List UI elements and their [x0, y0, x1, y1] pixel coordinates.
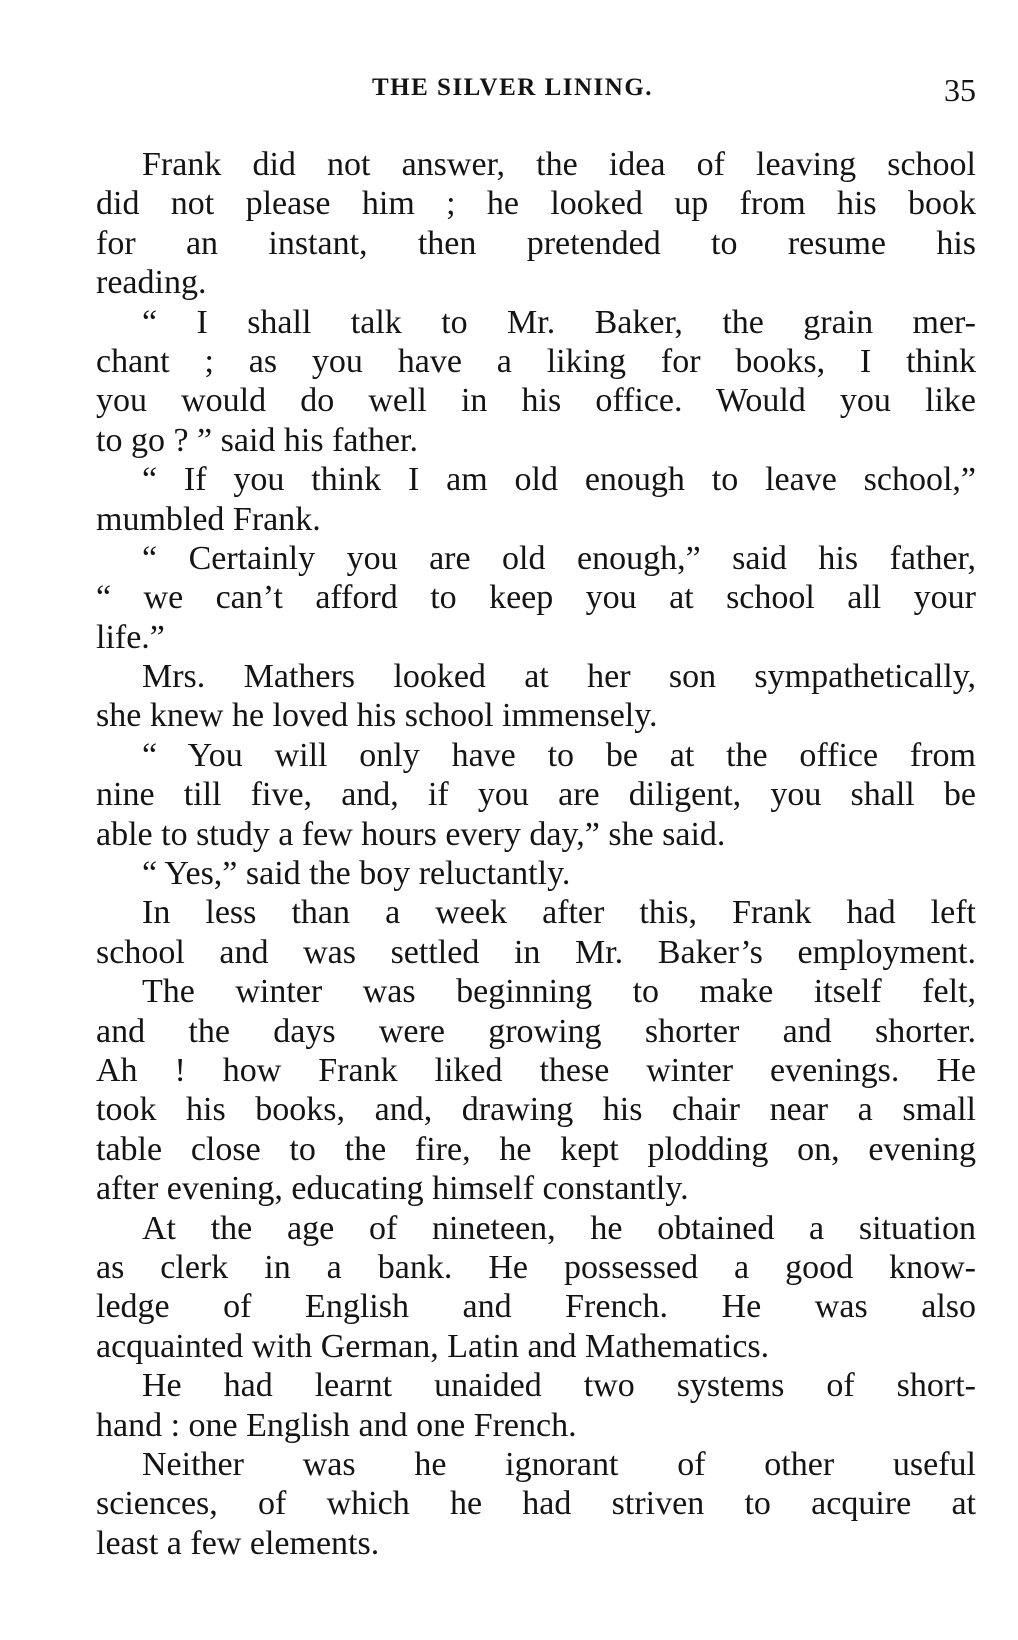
text-line: after evening, educating himself constantly.: [96, 1170, 689, 1208]
text-line: chant ; as you have a liking for books, I think: [96, 342, 976, 380]
text-line: nine till five, and, if you are diligent, you shall be: [96, 776, 976, 814]
text-line: you would do well in his office. Would you like: [96, 382, 976, 420]
text-line: He had learnt unaided two systems of short-: [142, 1367, 976, 1405]
running-title: THE SILVER LINING.: [372, 74, 654, 101]
body-text: [96, 145, 976, 1563]
text-line: table close to the fire, he kept plodding on, evening: [96, 1130, 976, 1168]
text-line: life.”: [96, 618, 165, 656]
text-line: The winter was beginning to make itself felt,: [142, 973, 976, 1011]
text-line: Mrs. Mathers looked at her son sympathetically,: [142, 658, 976, 696]
text-line: “ Yes,” said the boy reluctantly.: [142, 855, 571, 893]
text-line: At the age of nineteen, he obtained a situation: [142, 1209, 976, 1247]
text-line: ledge of English and French. He was also: [96, 1288, 976, 1326]
text-line: reading.: [96, 264, 207, 302]
text-line: “ we can’t afford to keep you at school all your: [96, 579, 976, 617]
text-line: In less than a week after this, Frank had left: [142, 894, 976, 932]
text-line: mumbled Frank.: [96, 500, 321, 538]
text-line: Neither was he ignorant of other useful: [142, 1445, 976, 1483]
text-line: “ If you think I am old enough to leave school,”: [142, 461, 976, 499]
page-header: [96, 74, 976, 114]
text-line: “ Certainly you are old enough,” said his father,: [142, 539, 976, 577]
text-line: least a few elements.: [96, 1524, 380, 1562]
text-line: as clerk in a bank. He possessed a good know-: [96, 1248, 976, 1286]
text-line: hand : one English and one French.: [96, 1406, 577, 1444]
text-line: did not please him ; he looked up from his book: [96, 185, 976, 223]
text-line: “ You will only have to be at the office from: [142, 736, 976, 774]
text-line: able to study a few hours every day,” she said.: [96, 815, 726, 853]
page-number: 35: [944, 72, 976, 108]
text-line: sciences, of which he had striven to acquire at: [96, 1485, 976, 1523]
text-line: Frank did not answer, the idea of leaving school: [142, 146, 976, 183]
text-line: school and was settled in Mr. Baker’s employment.: [96, 933, 976, 971]
text-line: and the days were growing shorter and shorter.: [96, 1012, 976, 1050]
text-line: took his books, and, drawing his chair near a small: [96, 1091, 976, 1129]
text-line: for an instant, then pretended to resume his: [96, 224, 976, 262]
text-line: she knew he loved his school immensely.: [96, 697, 658, 735]
text-line: acquainted with German, Latin and Mathematics.: [96, 1327, 770, 1365]
text-line: Ah ! how Frank liked these winter evenings. He: [96, 1051, 976, 1089]
text-line: to go ? ” said his father.: [96, 421, 418, 459]
text-line: “ I shall talk to Mr. Baker, the grain mer-: [142, 303, 976, 341]
